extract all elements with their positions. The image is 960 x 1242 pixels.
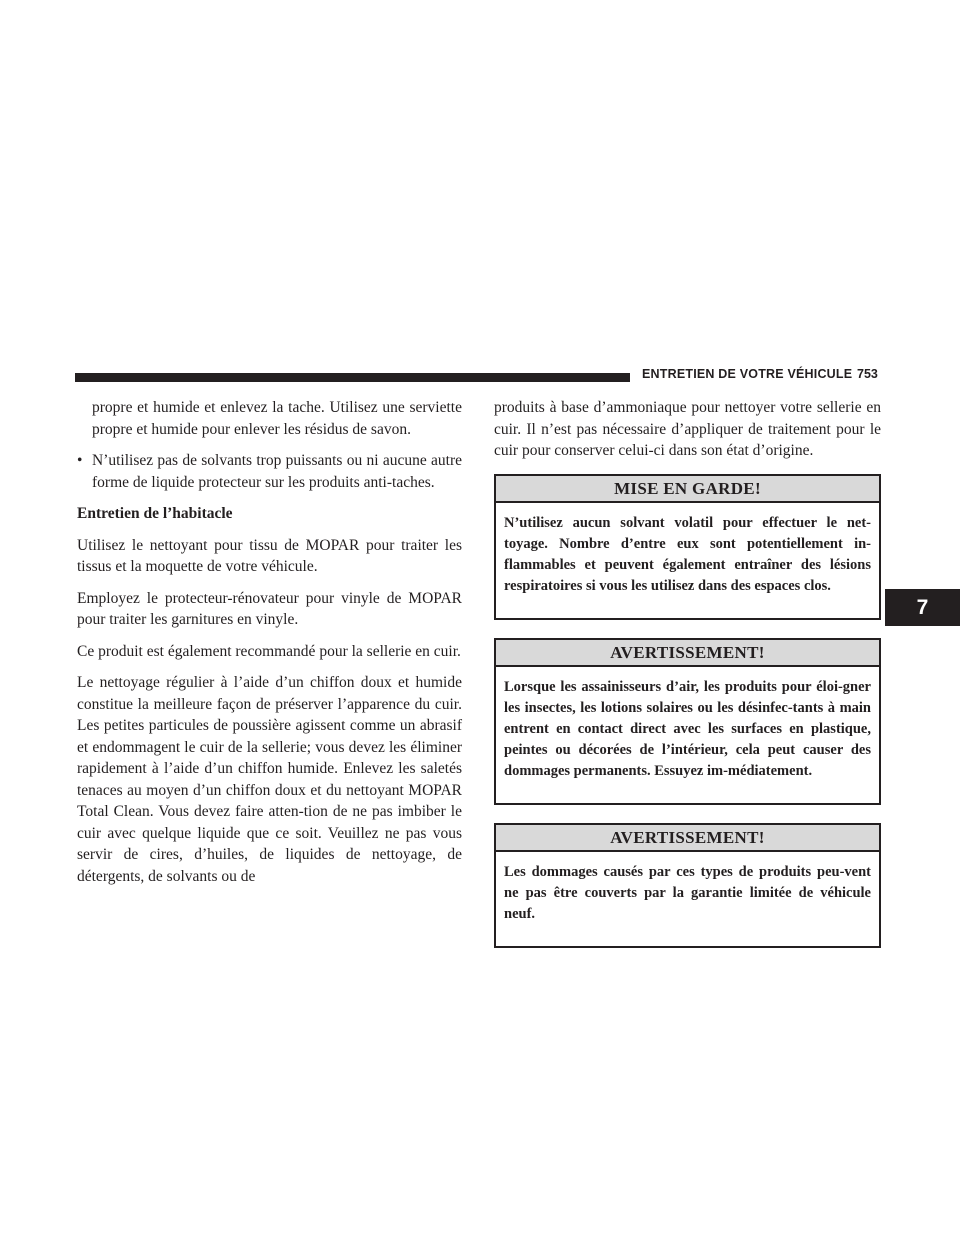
caution-text: N’utilisez aucun solvant volatil pour effectuer le net-toyage. Nombre d’entre eux sont potentiellement in-flammables et peuvent également entraîner des lésions respiratoires si vous les utilisez dans des espaces clos. [504, 514, 871, 594]
continuation-paragraph: produits à base d’ammoniaque pour nettoyer votre sellerie en cuir. Il n’est pas nécessaire d’appliquer de traitement pour le cuir pour conserver celui-ci dans son état d’origine. [494, 399, 881, 459]
body-paragraph: Employez le protecteur-rénovateur pour vinyle de MOPAR pour traiter les garnitures en vinyle. [77, 589, 462, 628]
chapter-tab[interactable]: 7 [885, 589, 960, 626]
continuation-paragraph: propre et humide et enlevez la tache. Utilisez une serviette propre et humide pour enlever les résidus de savon. [92, 399, 462, 438]
body-paragraph: Utilisez le nettoyant pour tissu de MOPAR pour traiter les tissus et la moquette de votre véhicule. [77, 536, 462, 575]
header-rule [75, 373, 630, 382]
warning-text: Lorsque les assainisseurs d’air, les produits pour éloi-gner les insectes, les lotions solaires ou les désinfec-tants à main entrent en contact direct avec les surfaces en plastique, peintes ou décorées de l’intérieur, cela peut causer des dommages permanents. Essuyez im-médiatement. [504, 678, 871, 779]
caution-box [494, 474, 881, 620]
warning-title: AVERTISSEMENT! [496, 825, 879, 852]
body-paragraph: Ce produit est également recommandé pour la sellerie en cuir. [77, 642, 461, 660]
caution-title: MISE EN GARDE! [496, 476, 879, 503]
header-section-title: ENTRETIEN DE VOTRE VÉHICULE [642, 367, 853, 381]
right-column [494, 397, 881, 966]
left-column [77, 397, 462, 897]
bullet-marker: • [77, 452, 83, 469]
body-paragraph: Le nettoyage régulier à l’aide d’un chiffon doux et humide constitue la meilleure façon de préserver l’apparence du cuir. Les petites particules de poussière agissent comme un abrasif et endommagent le cuir de la sellerie; vous devez les éliminer rapidement à l’aide d’un chiffon humide. Enlevez les saletés tenaces au moyen d’un chiffon doux et du nettoyant MOPAR Total Clean. Vous devez faire atten-tion de ne pas imbiber le cuir avec quelque liquide que ce soit. Veuillez ne pas vous servir de cires, d’huiles, de liquides de nettoyage, de détergents, de solvants ou de [77, 674, 462, 885]
bullet-text: N’utilisez pas de solvants trop puissants ou ni aucune autre forme de liquide protecteur sur les produits anti-taches. [92, 452, 462, 491]
warning-text: Les dommages causés par ces types de produits peu-vent ne pas être couverts par la garantie limitée de véhicule neuf. [504, 863, 871, 922]
section-heading: Entretien de l’habitacle [77, 505, 233, 522]
bullet-item [77, 450, 462, 493]
warning-box [494, 638, 881, 805]
page-number: 753 [857, 367, 878, 381]
warning-title: AVERTISSEMENT! [496, 640, 879, 667]
warning-box [494, 823, 881, 948]
